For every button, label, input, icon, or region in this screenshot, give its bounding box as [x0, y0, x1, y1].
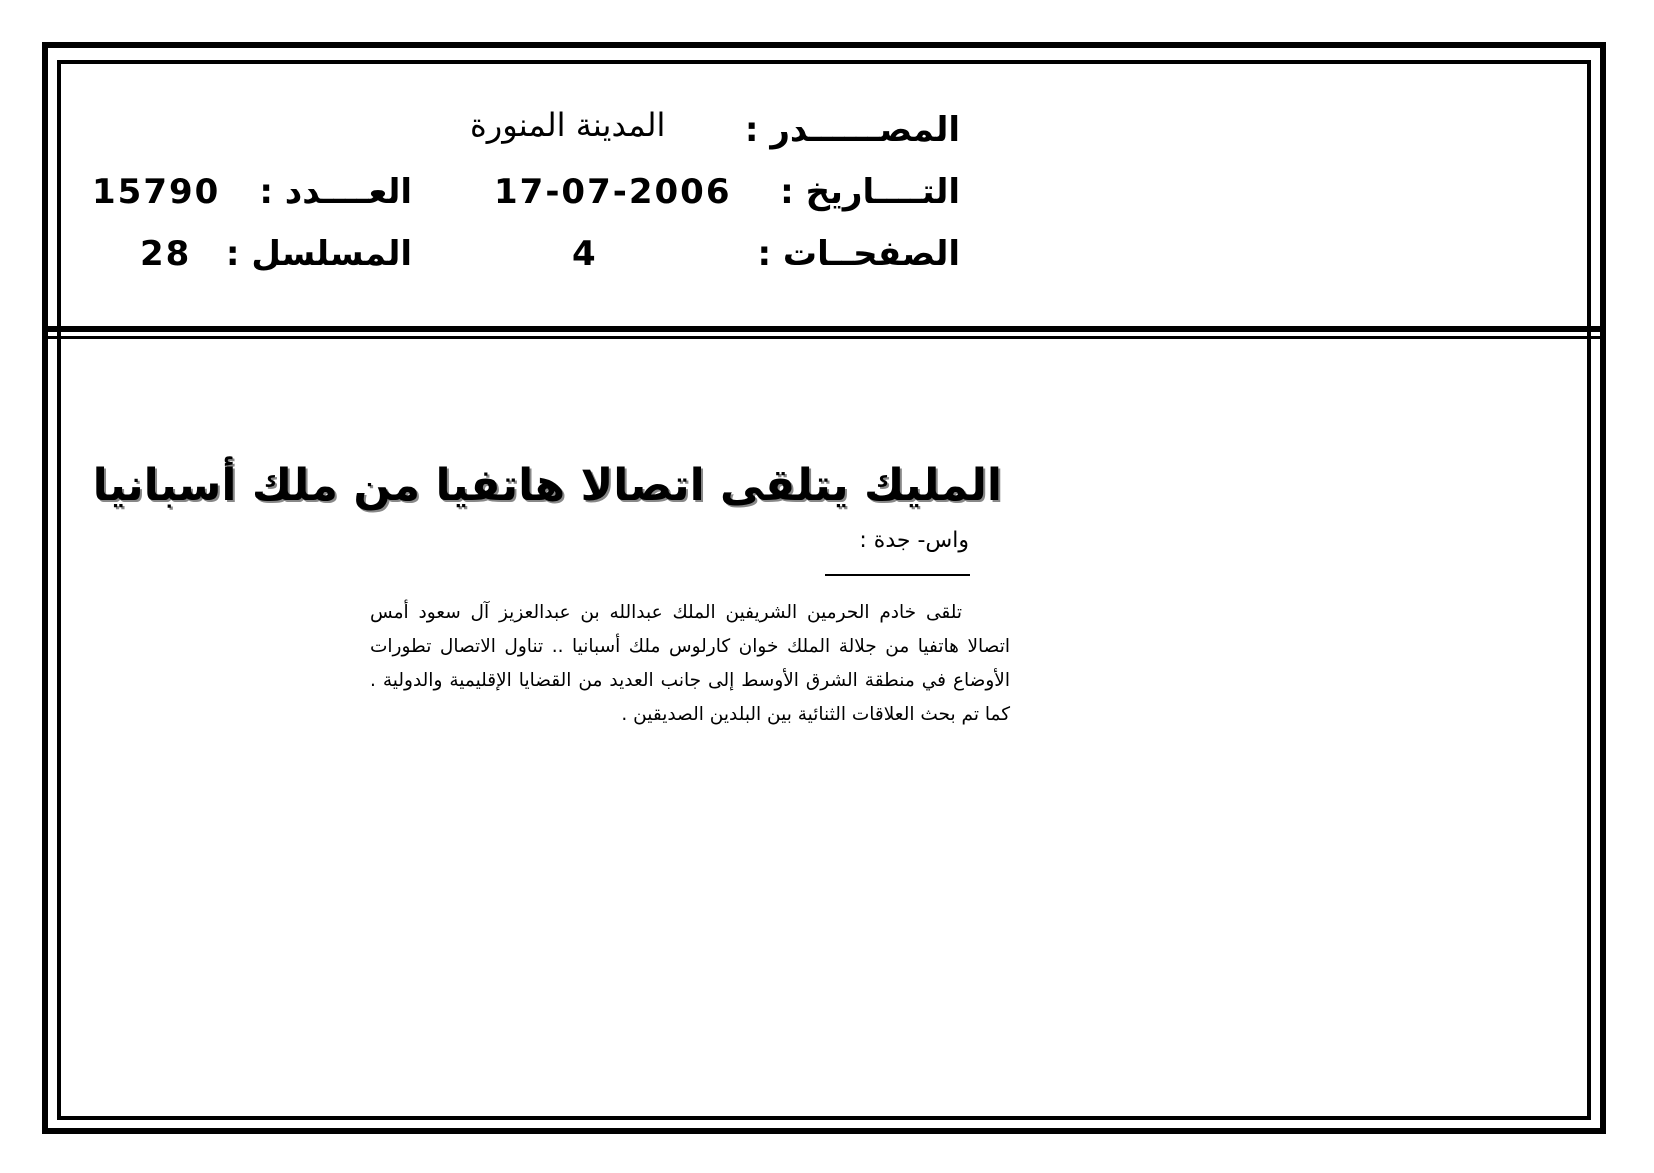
- article-headline: المليك يتلقى اتصالا هاتفيا من ملك أسبانيا: [92, 460, 1002, 511]
- header-divider-thin: [48, 336, 1600, 339]
- date-value: 17-07-2006: [494, 172, 732, 212]
- dateline-rule: [825, 574, 970, 576]
- issue-value: 15790: [92, 172, 221, 212]
- inner-frame: [57, 60, 1591, 1120]
- header-divider-thick: [48, 326, 1600, 332]
- date-label: التــــاريخ :: [780, 172, 960, 212]
- serial-value: 28: [140, 234, 192, 274]
- article-dateline: واس- جدة :: [859, 528, 969, 553]
- pages-value: 4: [572, 234, 596, 274]
- issue-label: العــــدد :: [259, 172, 412, 212]
- source-value: المدينة المنورة: [470, 106, 666, 144]
- article-body: [370, 596, 1010, 732]
- source-label: المصــــــدر :: [744, 110, 960, 150]
- article-paragraph: تلقى خادم الحرمين الشريفين الملك عبدالله بن عبدالعزيز آل سعود أمس اتصالا هاتفيا من جلالة الملك خوان كارلوس ملك أسبانيا .. تناول الاتصال تطورات الأوضاع في منطقة الشرق الأوسط إلى جانب العديد من القضايا الإقليمية والدولية . كما تم بحث العلاقات الثنائية بين البلدين الصديقين .: [370, 602, 1010, 725]
- serial-label: المسلسل :: [225, 234, 412, 274]
- pages-label: الصفحــات :: [757, 234, 960, 274]
